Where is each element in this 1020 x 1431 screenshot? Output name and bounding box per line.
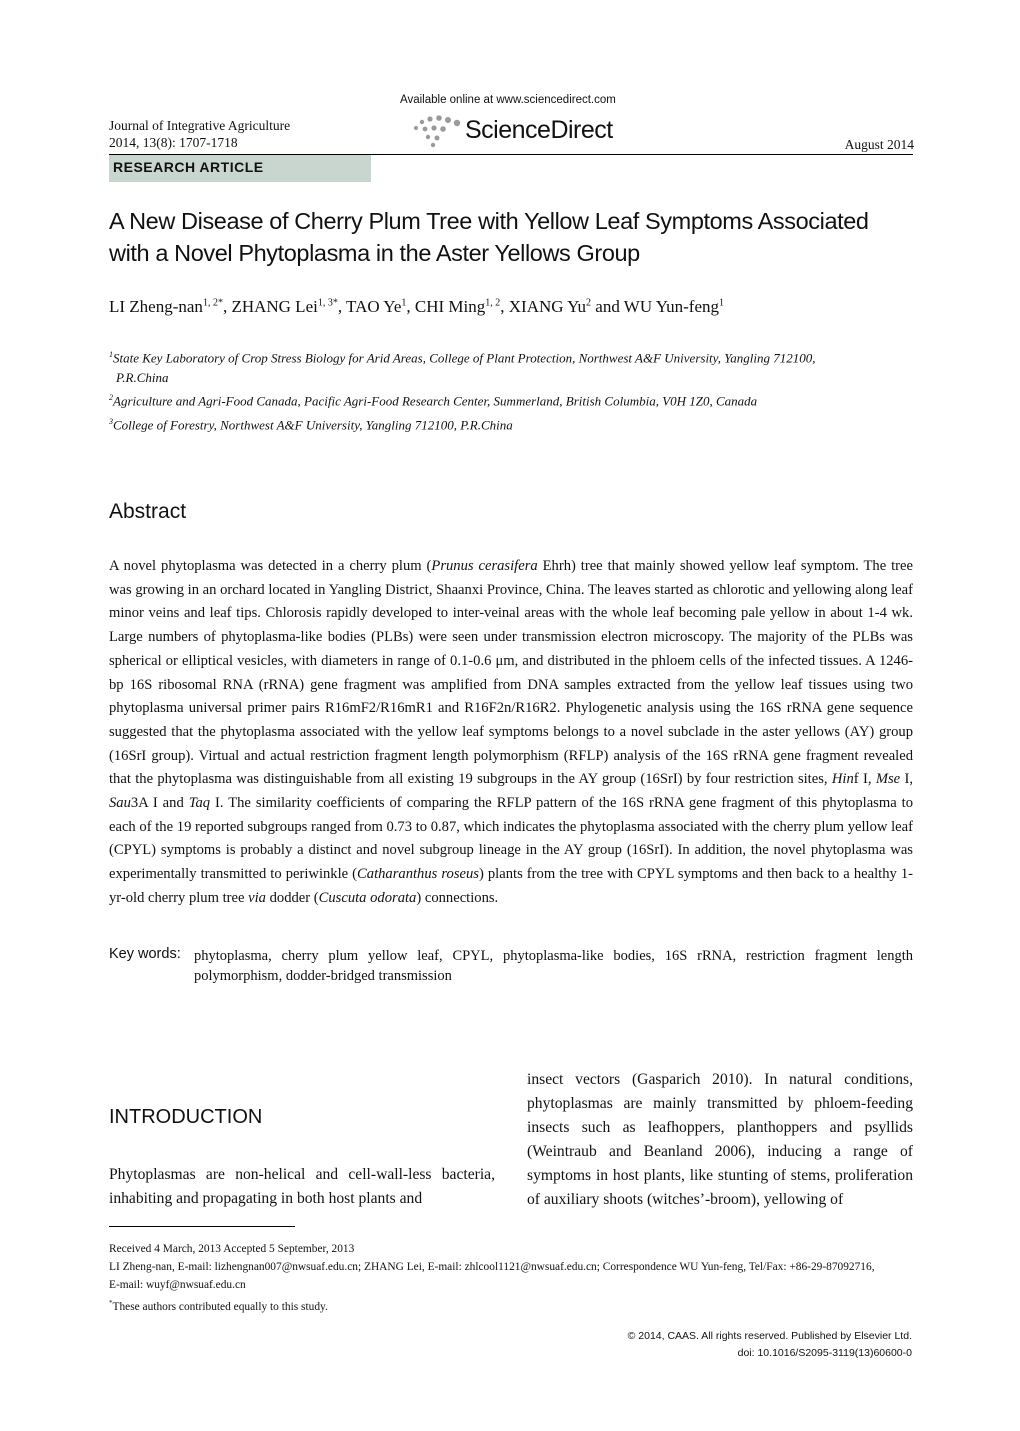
- author-emails-continued: E-mail: wuyf@nwsuaf.edu.cn: [109, 1279, 246, 1291]
- received-dates: Received 4 March, 2013 Accepted 5 September, 2013: [109, 1243, 355, 1255]
- author-name: XIANG Yu: [508, 297, 587, 316]
- author-separator: ,: [406, 297, 415, 316]
- author-name: CHI Ming: [414, 297, 486, 316]
- affiliation-number: 1: [109, 350, 113, 359]
- copyright-notice: © 2014, CAAS. All rights reserved. Published by Elsevier Ltd.: [627, 1330, 912, 1342]
- species-name: Prunus cerasifera: [431, 558, 538, 574]
- affiliation-number: 2: [109, 393, 113, 403]
- affiliation-1-continued: P.R.China: [116, 370, 169, 386]
- keywords-label: Key words:: [109, 946, 181, 962]
- sciencedirect-wordmark: ScienceDirect: [465, 116, 613, 144]
- abstract-text: ) connections.: [416, 889, 499, 906]
- author-name: LI Zheng-nan: [109, 297, 203, 316]
- footnote-text: These authors contributed equally to this study.: [112, 1300, 328, 1313]
- author-separator: and: [591, 297, 624, 316]
- author-emails: LI Zheng-nan, E-mail: lizhengnan007@nwsuaf.edu.cn; ZHANG Lei, E-mail: zhlcool1121@nwsuaf.edu.cn; Correspondence WU Yun-feng, Tel/Fax: +86-29-87092716,: [109, 1261, 875, 1273]
- enzyme-name: Mse: [875, 771, 901, 788]
- abstract-text: A novel phytoplasma was detected in a cherry plum (: [109, 558, 432, 574]
- affiliation-1: [109, 345, 913, 368]
- affiliation-2: [109, 388, 913, 411]
- author-list: [109, 297, 919, 317]
- abstract-text: f I,: [853, 771, 876, 788]
- author-name: TAO Ye: [346, 297, 402, 316]
- footnotes: [109, 1240, 913, 1316]
- doi-link[interactable]: doi: 10.1016/S2095-3119(13)60600-0: [737, 1347, 912, 1359]
- abstract-text: ) plants from the tree with CPYL symptoms and then back to a healthy 1-yr-old cherry plum tree: [109, 866, 914, 906]
- affiliation-text: Agriculture and Agri-Food Canada, Pacific Agri-Food Research Center, Summerland, British Columbia, V0H 1Z0, Canada: [113, 393, 758, 409]
- author-affil-mark: 1: [718, 297, 724, 309]
- enzyme-name: Hin: [831, 771, 854, 788]
- author-separator: ,: [337, 297, 347, 316]
- abstract-heading: Abstract: [109, 500, 187, 523]
- affiliations: [109, 345, 913, 435]
- species-name: Cuscuta odorata: [318, 889, 417, 906]
- author-affil-mark: 2: [586, 297, 592, 309]
- affiliation-3: [109, 412, 913, 435]
- keywords-text: phytoplasma, cherry plum yellow leaf, CPYL, phytoplasma-like bodies, 16S rRNA, restriction fragment length polymorphism, dodder-bridged transmission: [194, 948, 913, 984]
- affiliation-number: 3: [109, 416, 113, 426]
- footnote-mark: *: [109, 1299, 113, 1307]
- author-separator: ,: [222, 297, 232, 316]
- author-name: WU Yun-feng: [623, 297, 719, 316]
- author-affil-mark: 1, 3*: [317, 297, 338, 309]
- author-affil-mark: 1: [401, 297, 407, 309]
- author-affil-mark: 1, 2: [485, 297, 501, 309]
- latin-term: via: [248, 889, 266, 906]
- enzyme-name: Taq: [188, 795, 211, 812]
- abstract-text: 3A I and: [130, 795, 189, 812]
- footnote-divider: [109, 1226, 295, 1227]
- introduction-left-column: Phytoplasmas are non-helical and cell-wall-less bacteria, inhabiting and propagating in both host plants and: [109, 1166, 495, 1207]
- journal-citation: [109, 117, 290, 151]
- journal-name: Journal of Integrative Agriculture: [109, 118, 291, 133]
- abstract-text: dodder (: [265, 889, 319, 906]
- issue-date: August 2014: [844, 137, 914, 152]
- affiliation-text: College of Forestry, Northwest A&F University, Yangling 712100, P.R.China: [113, 416, 513, 432]
- enzyme-name: Sau: [109, 795, 131, 812]
- abstract-body: [109, 555, 913, 911]
- author-affil-mark: 1, 2*: [202, 297, 223, 309]
- abstract-text: I,: [900, 771, 913, 788]
- author-name: ZHANG Lei: [231, 297, 318, 316]
- introduction-heading: INTRODUCTION: [109, 1106, 263, 1128]
- article-title: [109, 205, 919, 269]
- journal-issue: 2014, 13(8): 1707-1718: [109, 135, 238, 150]
- available-online-text[interactable]: Available online at www.sciencedirect.com: [400, 94, 616, 106]
- copyright-block: [628, 1328, 912, 1362]
- species-name: Catharanthus roseus: [357, 866, 479, 883]
- article-type-badge: RESEARCH ARTICLE: [109, 155, 371, 182]
- introduction-right-column: insect vectors (Gasparich 2010). In natural conditions, phytoplasmas are mainly transmitted by phloem-feeding insects such as leafhoppers, planthoppers and psyllids (Weintraub and Beanland 2006), inducing a range of symptoms in host plants, like stunting of stems, proliferation of auxiliary shoots (witches’-broom), yellowing of: [527, 1071, 913, 1208]
- title-line-1: A New Disease of Cherry Plum Tree with Yellow Leaf Symptoms Associated: [109, 208, 869, 234]
- affiliation-text: State Key Laboratory of Crop Stress Biology for Arid Areas, College of Plant Protection, Northwest A&F University, Yangling 712100,: [113, 350, 816, 366]
- equal-contribution-note: [109, 1294, 913, 1316]
- title-line-2: with a Novel Phytoplasma in the Aster Yellows Group: [109, 240, 640, 266]
- abstract-text: I. The similarity coefficients of comparing the RFLP pattern of the 16S rRNA gene fragment of this phytoplasma to each of the 19 reported subgroups ranged from 0.73 to 0.87, which indicates the phytoplasma associated with the cherry plum yellow leaf (CPYL) symptoms is probably a distinct and novel subgroup lineage in the AY group (16SrI). In addition, the novel phytoplasma was experimentally transmitted to periwinkle (: [109, 795, 913, 883]
- abstract-text: Ehrh) tree that mainly showed yellow leaf symptom. The tree was growing in an orchard located in Yangling District, Shaanxi Province, China. The leaves started as chlorotic and yellowing along leaf minor veins and leaf tips. Chlorosis rapidly developed to inter-veinal areas with the whole leaf becoming pale yellow in about 1-4 wk. Large numbers of phytoplasma-like bodies (PLBs) were seen under transmission electron microscopy. The majority of the PLBs was spherical or elliptical vesicles, with diameters in range of 0.1-0.6 μm, and distributed in the phloem cells of the infected tissues. A 1246-bp 16S ribosomal RNA (rRNA) gene fragment was amplified from DNA samples extracted from the yellow leaf tissues using two phytoplasma universal primer pairs R16mF2/R16mR1 and R16F2n/R16R2. Phylogenetic analysis using the 16S rRNA gene sequence suggested that the phytoplasma associated with the yellow leaf symptoms belongs to a novel subclade in the aster yellows (AY) group (16SrI group). Virtual and actual restriction fragment length polymorphism (RFLP) analysis of the 16S rRNA gene fragment revealed that the phytoplasma was distinguishable from all existing 19 subgroups in the AY group (16SrI) by four restriction sites,: [109, 558, 913, 788]
- author-separator: ,: [500, 297, 509, 316]
